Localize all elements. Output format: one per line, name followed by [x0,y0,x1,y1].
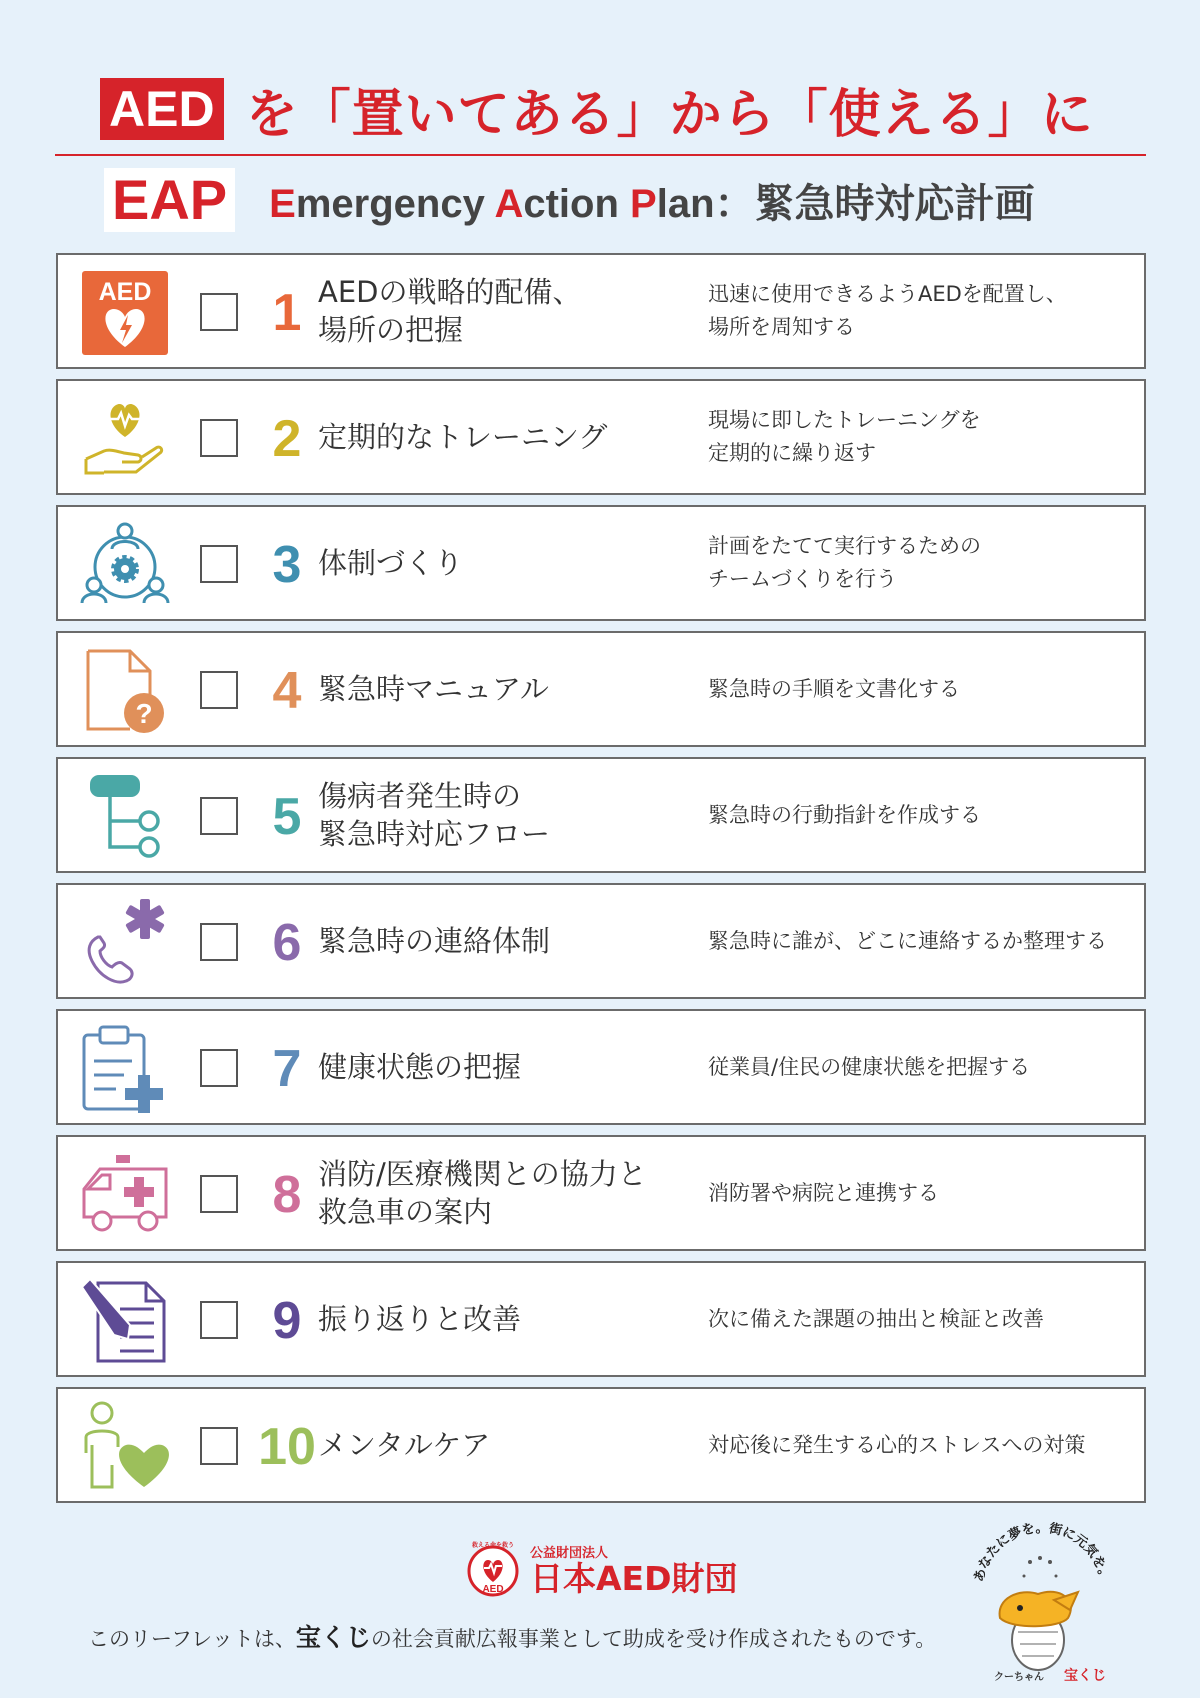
item-description: 次に備えた課題の抽出と検証と改善 [708,1306,1044,1331]
document-question-icon [80,645,170,735]
logo-text: AED [482,1584,504,1595]
checkbox[interactable] [200,797,238,835]
aed-badge: AED [100,78,224,140]
checklist-item-3 [56,505,1146,621]
title-row [100,78,1094,145]
footer-note-after: の社会貢献広報事業として助成を受け作成されたものです。 [370,1627,937,1651]
item-description: 緊急時の行動指針を作成する [708,802,981,827]
checkbox[interactable] [200,1175,238,1213]
item-description: 迅速に使用できるようAEDを配置し、 場所を周知する [708,282,1067,339]
aed-icon-text: AED [98,278,152,306]
checkbox[interactable] [200,293,238,331]
checkbox[interactable] [200,545,238,583]
item-number: 2 [272,410,302,468]
question-mark-text: ? [135,698,153,729]
checklist-pencil-icon [80,1275,170,1365]
checkbox[interactable] [200,1049,238,1087]
eap-p-rest: lan：緊急時対応計画 [656,181,1035,226]
eap-e-cap: E [269,181,296,226]
checklist-item-10 [56,1387,1146,1503]
checklist-item-6 [56,883,1146,999]
item-label: 傷病者発生時の 緊急時対応フロー [318,779,551,851]
item-label: 定期的なトレーニング [318,420,608,454]
checkbox[interactable] [200,419,238,457]
hand-heart-icon [80,393,170,483]
checklist-item-9 [56,1261,1146,1377]
footer-note [88,1618,936,1654]
checklist [56,253,1146,1513]
eap-row [104,168,1035,232]
item-number: 6 [272,914,302,972]
title-divider [55,154,1146,156]
item-label: 緊急時の連絡体制 [318,924,551,958]
item-description: 現場に即したトレーニングを 定期的に繰り返す [708,408,981,465]
aed-heart-icon [80,267,170,357]
mascot-name: クーちゃん [994,1672,1044,1682]
item-description: 計画をたてて実行するための チームづくりを行う [708,534,981,591]
logo-arc-text: 救える命を救う [471,1542,515,1549]
person-heart-icon [80,1401,170,1491]
item-description: 従業員/住民の健康状態を把握する [708,1054,1031,1079]
checkbox[interactable] [200,671,238,709]
eap-a-cap: A [494,181,524,226]
checkbox[interactable] [200,1301,238,1339]
item-description: 消防署や病院と連携する [708,1180,939,1205]
page-title: を「置いてある」から「使える」に [245,84,1094,145]
checklist-item-4 [56,631,1146,747]
footer-note-before: このリーフレットは、 [88,1627,296,1651]
item-description: 対応後に発生する心的ストレスへの対策 [708,1432,1086,1457]
item-number: 1 [272,284,302,342]
eap-badge: EAP [104,168,235,232]
svg-text:あなたに夢を。街に元気を。 [972,1522,1112,1584]
takarakuji-brand: 宝くじ [295,1623,371,1652]
item-label: 健康状態の把握 [318,1050,522,1084]
checklist-item-8 [56,1135,1146,1251]
mascot-brand: 宝くじ [1064,1668,1106,1682]
team-gear-icon [80,519,170,609]
eap-subtitle [269,172,1034,229]
koo-chan-mascot-icon [960,1522,1120,1682]
item-label: メンタルケア [318,1428,491,1462]
checkbox[interactable] [200,923,238,961]
aed-foundation-logo-icon [464,1540,522,1598]
checkbox[interactable] [200,1427,238,1465]
ambulance-icon [80,1149,170,1239]
item-label: 緊急時マニュアル [318,672,549,706]
item-number: 9 [272,1292,302,1350]
item-label: 消防/医療機関との協力と 救急車の案内 [318,1157,647,1229]
item-label: AEDの戦略的配備、 場所の把握 [318,275,582,347]
eap-e-rest: mergency [295,181,495,226]
eap-a-rest: ction [523,181,631,226]
clipboard-plus-icon [80,1023,170,1113]
checklist-item-2 [56,379,1146,495]
eap-p-cap: P [630,181,657,226]
item-description: 緊急時の手順を文書化する [708,676,960,701]
item-number: 8 [272,1166,302,1224]
item-label: 体制づくり [318,546,464,580]
mascot-caption: あなたに夢を。街に元気を。 [971,1522,1113,1584]
org-prefix: 公益財団法人 [530,1545,609,1561]
org-logo [464,1540,737,1598]
checklist-item-1 [56,253,1146,369]
flowchart-icon [80,771,170,861]
checklist-item-5 [56,757,1146,873]
item-number: 5 [272,788,302,846]
item-number: 4 [272,662,302,720]
item-number: 3 [272,536,302,594]
checklist-item-7 [56,1009,1146,1125]
item-number: 7 [272,1040,302,1098]
item-description: 緊急時に誰が、どこに連絡するか整理する [708,928,1107,953]
phone-medical-icon [80,897,170,987]
item-number: 10 [258,1418,316,1476]
item-label: 振り返りと改善 [318,1302,522,1336]
org-name: 日本AED財団 [530,1558,738,1598]
